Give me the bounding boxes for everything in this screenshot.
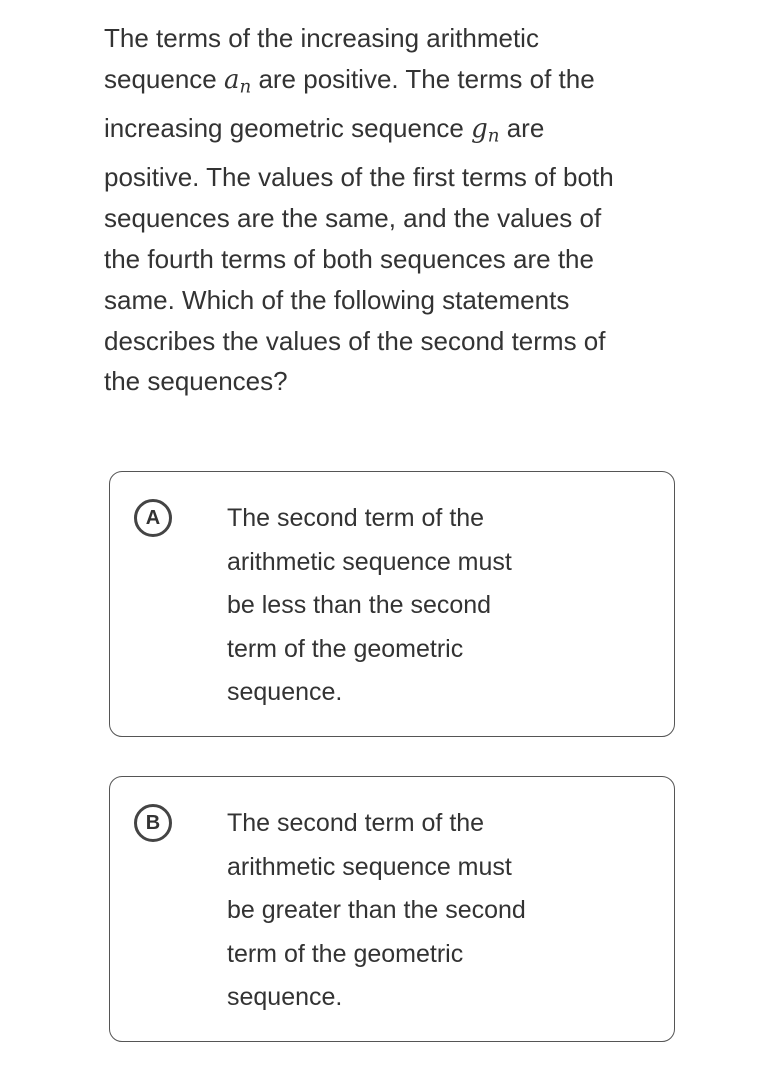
choice-line: sequence. <box>227 983 343 1012</box>
math-subscript: n <box>239 76 252 98</box>
question-text <box>104 18 704 402</box>
choice-line: term of the geometric <box>227 939 464 968</box>
choice-line: be greater than the second <box>227 896 526 925</box>
question-line <box>104 108 704 157</box>
question-line: the sequences? <box>104 366 288 397</box>
choice-line: arithmetic sequence must <box>227 547 512 576</box>
math-g-n <box>471 114 500 147</box>
question-text-segment: sequence <box>104 63 224 94</box>
question-line: positive. The values of the first terms of both <box>104 162 614 193</box>
math-variable: g <box>471 114 488 145</box>
choice-line: The second term of the <box>227 809 485 837</box>
choice-line: The second term of the <box>227 504 485 532</box>
choice-a-text <box>227 497 512 715</box>
choice-line: arithmetic sequence must <box>227 852 512 881</box>
choice-b-text <box>227 802 526 1020</box>
question-text-segment: increasing geometric sequence <box>104 113 472 144</box>
choice-line: term of the geometric <box>227 634 464 663</box>
question-line: describes the values of the second terms of <box>104 325 606 356</box>
question-text-segment: The terms of the increasing arithmetic <box>104 23 539 53</box>
question-line: the fourth terms of both sequences are the <box>104 244 594 275</box>
question-text-segment: are <box>499 113 545 144</box>
question-text-segment: are positive. The terms of the <box>251 63 595 94</box>
question-line: same. Which of the following statements <box>104 284 570 315</box>
question-line <box>104 59 704 108</box>
answer-choice-b[interactable] <box>109 776 675 1042</box>
math-subscript: n <box>487 125 500 147</box>
question-line: sequences are the same, and the values of <box>104 203 602 234</box>
choice-line: sequence. <box>227 678 343 707</box>
choice-letter-a-badge: A <box>134 499 172 537</box>
choice-line: be less than the second <box>227 591 492 620</box>
choice-letter-b-badge: B <box>134 804 172 842</box>
math-a-n <box>223 64 252 98</box>
math-variable: a <box>223 64 240 95</box>
question-line <box>104 18 704 59</box>
answer-choice-a[interactable] <box>109 471 675 737</box>
